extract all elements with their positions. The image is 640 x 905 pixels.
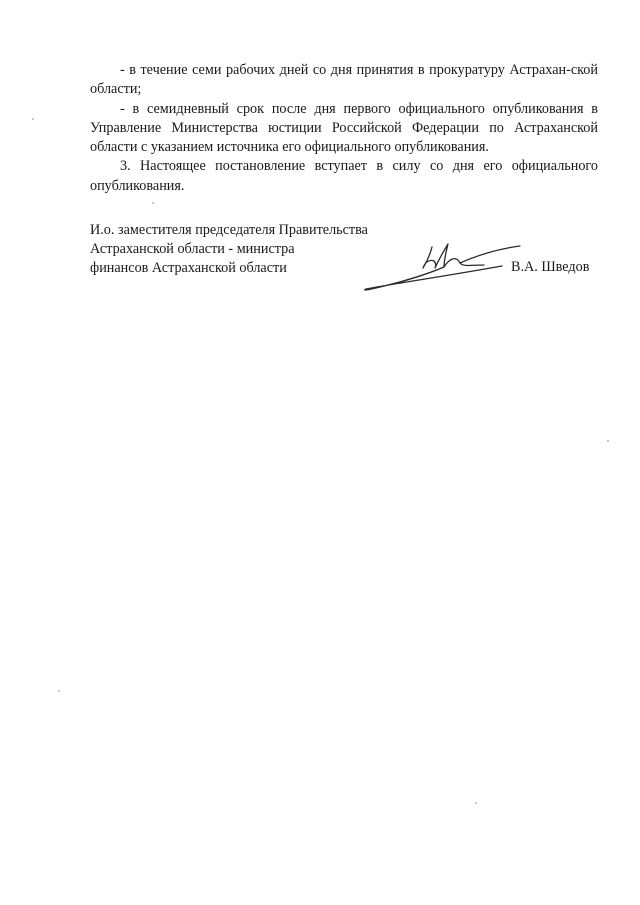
signer-title-line-1: И.о. заместителя председателя Правительства	[90, 222, 368, 238]
scan-speck	[58, 690, 60, 692]
scan-speck	[152, 202, 154, 204]
signer-title-line-2: Астраханской области - министра	[90, 241, 295, 257]
scan-speck	[32, 118, 34, 120]
signer-title-line-3: финансов Астраханской области	[90, 260, 287, 276]
paragraph-justice-ministry-notice: - в семидневный срок после дня первого официального опубликования в Управление Министерства юстиции Российской Федерации по Астраханской области с указанием источника его официального опубликования.	[90, 100, 598, 156]
paragraph-effective-date: 3. Настоящее постановление вступает в силу со дня его официального опубликования.	[90, 158, 598, 194]
paragraph-prosecutor-notice: - в течение семи рабочих дней со дня принятия в прокуратуру Астрахан-ской области;	[90, 62, 598, 98]
scan-speck	[475, 802, 477, 804]
signer-name: В.А. Шведов	[511, 259, 590, 275]
signature-block	[90, 221, 610, 301]
handwritten-signature	[360, 235, 530, 299]
scan-speck	[607, 440, 609, 442]
document-body	[90, 61, 598, 196]
